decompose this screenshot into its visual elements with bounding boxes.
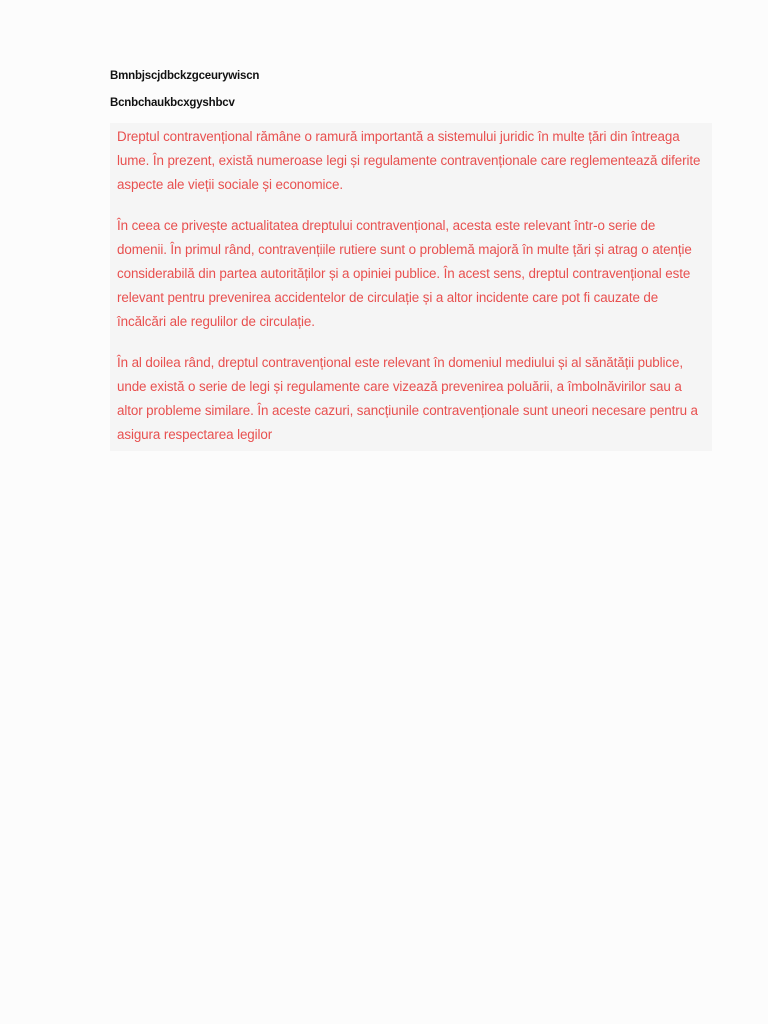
- paragraph-1: Dreptul contravențional rămâne o ramură importantă a sistemului juridic în multe țări din întreaga lume. În prezent, există numeroase legi și regulamente contravenționale care reglementează diferite aspecte ale vieții sociale și economice.: [117, 129, 701, 193]
- document-line-1: Bmnbjscjdbckzgceurywiscn: [110, 70, 260, 82]
- highlighted-text-block: [110, 123, 712, 451]
- document-line-2: Bcnbchaukbcxgyshbcv: [110, 97, 235, 109]
- paragraph-2: În ceea ce privește actualitatea dreptului contravențional, acesta este relevant într-o serie de domenii. În primul rând, contravențiile rutiere sunt o problemă majoră în multe țări și atrag o atenție considerabilă din partea autorităților și a opiniei publice. În acest sens, dreptul contravențional este relevant pentru prevenirea accidentelor de circulație și a altor incidente care pot fi cauzate de încălcări ale regulilor de circulație.: [117, 217, 692, 330]
- paragraph-3: În al doilea rând, dreptul contravențional este relevant în domeniul mediului și al sănătății publice, unde există o serie de legi și regulamente care vizează prevenirea poluării, a îmbolnăvirilor sau a altor probleme similare. În aceste cazuri, sancțiunile contravenționale sunt uneori necesare pentru a asigura respectarea legilor: [117, 354, 698, 443]
